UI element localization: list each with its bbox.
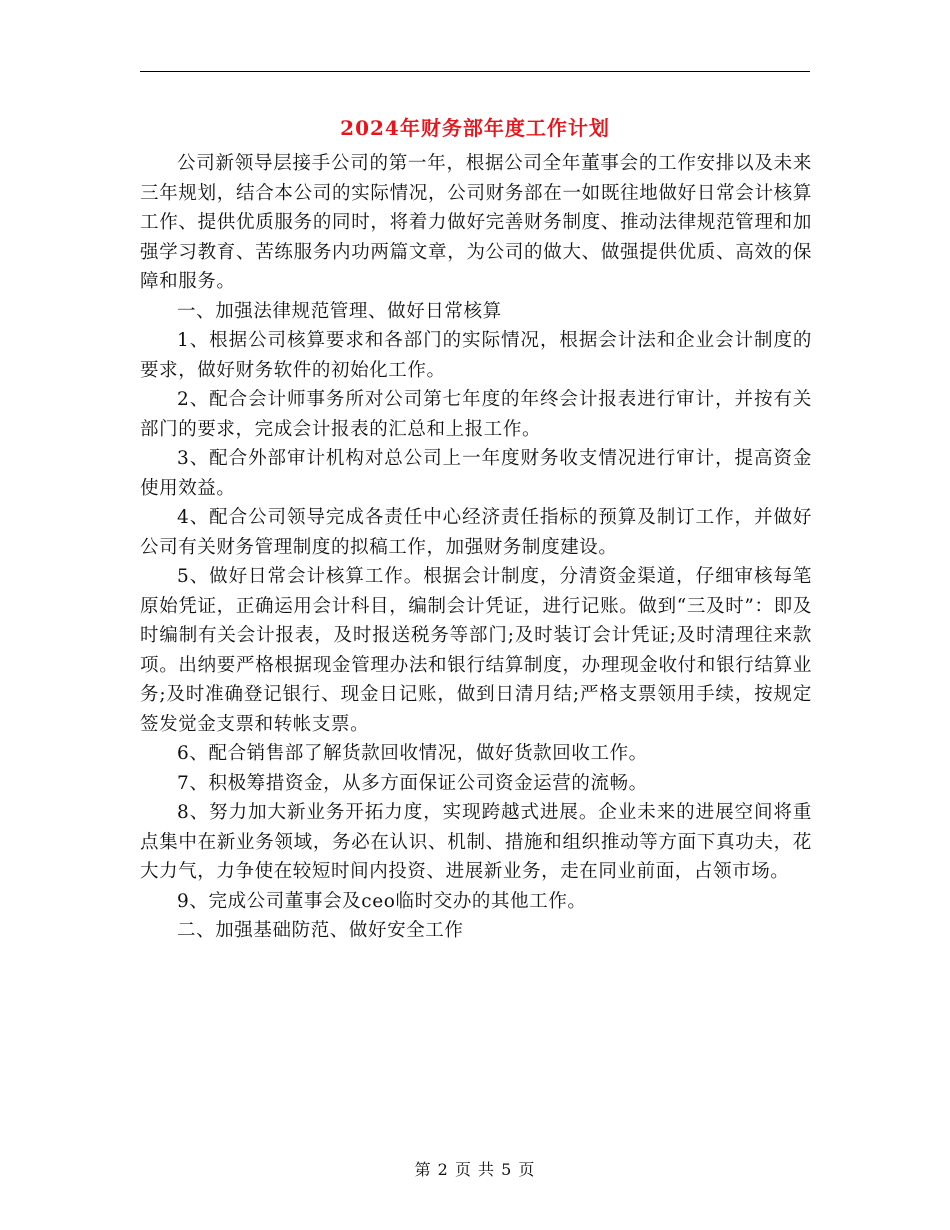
list-item-5: 5、做好日常会计核算工作。根据会计制度，分清资金渠道，仔细审核每笔原始凭证，正确运用会计科目，编制会计凭证，进行记账。做到“三及时”：即及时编制有关会计报表，及时报送税务等部门;及时装订会计凭证;及时清理往来款项。出纳要严格根据现金管理办法和银行结算制度，办理现金收付和银行结算业务;及时准确登记银行、现金日记账，做到日清月结;严格支票领用手续，按规定签发觉金支票和转帐支票。 [140,566,812,735]
list-item-1: 1、根据公司核算要求和各部门的实际情况，根据会计法和企业会计制度的要求，做好财务软件的初始化工作。 [140,330,812,381]
document-title: 2024年财务部年度工作计划 [340,116,610,140]
page-footer [0,1157,950,1180]
section-heading-2: 二、加强基础防范、做好安全工作 [177,920,464,941]
document-body [140,149,812,946]
list-item-6: 6、配合销售部了解货款回收情况，做好货款回收工作。 [177,743,648,764]
list-item-7: 7、积极筹措资金，从多方面保证公司资金运营的流畅。 [177,772,648,794]
list-item-2: 2、配合会计师事务所对公司第七年度的年终会计报表进行审计，并按有关部门的要求，完成会计报表的汇总和上报工作。 [140,389,812,440]
header-rule [140,71,810,72]
intro-paragraph: 公司新领导层接手公司的第一年，根据公司全年董事会的工作安排以及未来三年规划，结合本公司的实际情况，公司财务部在一如既往地做好日常会计核算工作、提供优质服务的同时，将着力做好完善财务制度、推动法律规范管理和加强学习教育、苦练服务内功两篇文章，为公司的做大、做强提供优质、高效的保障和服务。 [140,153,812,292]
list-item-8: 8、努力加大新业务开拓力度，实现跨越式进展。企业未来的进展空间将重点集中在新业务领域，务必在认识、机制、措施和组织推动等方面下真功夫，花大力气，力争使在较短时间内投资、进展新业务，走在同业前面，占领市场。 [140,802,812,882]
list-item-9: 9、完成公司董事会及ceo临时交办的其他工作。 [177,890,587,912]
list-item-3: 3、配合外部审计机构对总公司上一年度财务收支情况进行审计，提高资金使用效益。 [140,448,812,499]
section-heading-1: 一、加强法律规范管理、做好日常核算 [177,300,502,322]
page-number-label: 第 2 页 共 5 页 [414,1160,536,1179]
list-item-4: 4、配合公司领导完成各责任中心经济责任指标的预算及制订工作，并做好公司有关财务管理制度的拟稿工作，加强财务制度建设。 [140,507,812,558]
